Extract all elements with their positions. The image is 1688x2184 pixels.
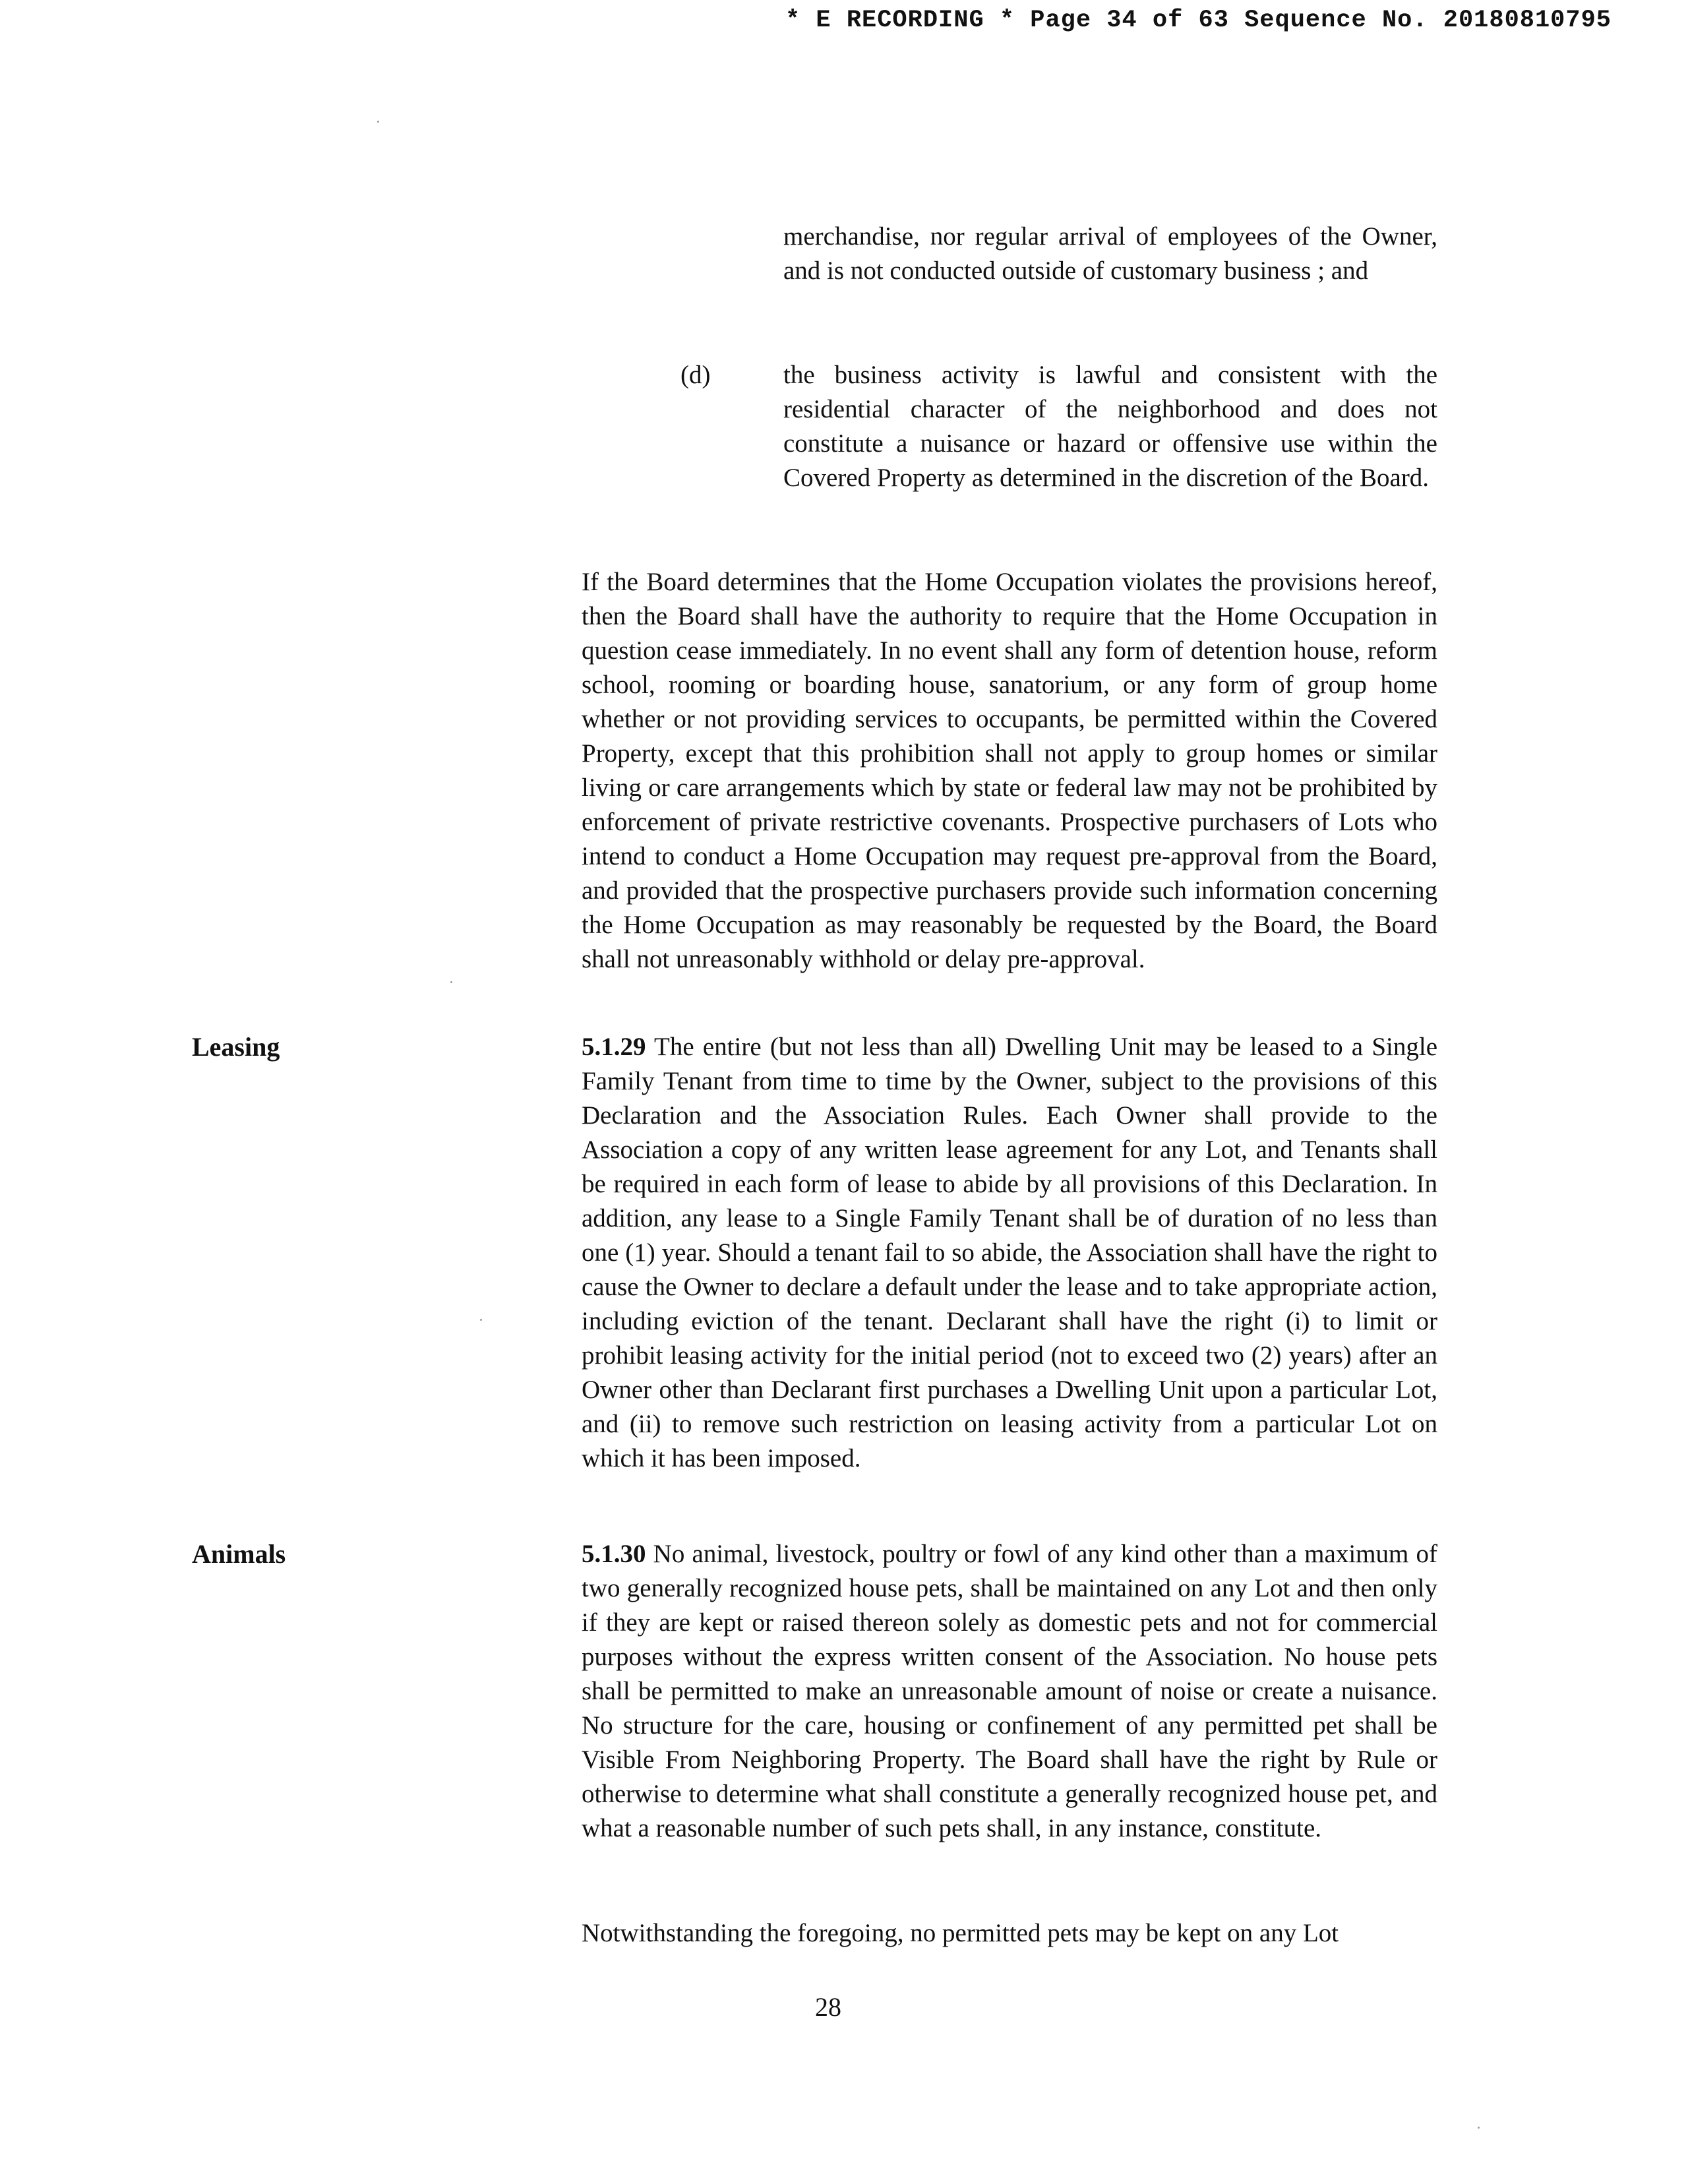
animals-section <box>582 1537 1437 1846</box>
animals-heading: Animals <box>192 1539 286 1569</box>
scan-speck <box>1478 2127 1480 2129</box>
scan-speck <box>450 981 452 983</box>
leasing-section-number: 5.1.29 <box>582 1033 646 1061</box>
recording-stamp-header: * E RECORDING * Page 34 of 63 Sequence No. 20180810795 <box>785 7 1612 34</box>
leasing-heading: Leasing <box>192 1032 280 1062</box>
animals-section-text: No animal, livestock, poultry or fowl of any kind other than a maximum of two generally recognized house pets, shall be maintained on any Lot and then only if they are kept or raised thereon solely as domestic pets and not for commercial purposes without the express written consent of the Association. No house pets shall be permitted to make an unreasonable amount of noise or create a nuisance. No structure for the care, housing or confinement of any permitted pet shall be Visible From Neighboring Property. The Board shall have the right by Rule or otherwise to determine what shall constitute a generally recognized house pet, and what a reasonable number of such pets shall, in any instance, constitute. <box>582 1540 1437 1842</box>
scan-speck <box>480 1319 482 1321</box>
subitem-d-label: (d) <box>680 361 711 389</box>
home-occupation-paragraph: If the Board determines that the Home Occupation violates the provisions hereof, then the Board shall have the authority to require that the Home Occupation in question cease immediately. In no event shall any form of detention house, reform school, rooming or boarding house, sanatorium, or any form of group home whether or not providing services to occupants, be permitted within the Covered Property, except that this prohibition shall not apply to group homes or similar living or care arrangements which by state or federal law may not be prohibited by enforcement of private restrictive covenants. Prospective purchasers of Lots who intend to conduct a Home Occupation may request pre-approval from the Board, and provided that the prospective purchasers provide such information concerning the Home Occupation as may reasonably be requested by the Board, the Board shall not unreasonably withhold or delay pre-approval. <box>582 568 1437 973</box>
animals-section-number: 5.1.30 <box>582 1540 646 1568</box>
leasing-section-text: The entire (but not less than all) Dwelling Unit may be leased to a Single Family Tenant from time to time by the Owner, subject to the provisions of this Declaration and the Association Rules. Each Owner shall provide to the Association a copy of any written lease agreement for any Lot, and Tenants shall be required in each form of lease to abide by all provisions of this Declaration. In addition, any lease to a Single Family Tenant shall be of duration of no less than one (1) year. Should a tenant fail to so abide, the Association shall have the right to cause the Owner to declare a default under the lease and to take appropriate action, including eviction of the tenant. Declarant shall have the right (i) to limit or prohibit leasing activity for the initial period (not to exceed two (2) years) after an Owner other than Declarant first purchases a Dwelling Unit upon a particular Lot, and (ii) to remove such restriction on leasing activity from a particular Lot on which it has been imposed. <box>582 1033 1438 1472</box>
page-number: 28 <box>815 1992 841 2022</box>
leasing-section <box>582 1030 1437 1476</box>
subitem-d-text: the business activity is lawful and consistent with the residential character of the neighborhood and does not constitute a nuisance or hazard or offensive use within the Covered Property as determined in the discretion of the Board. <box>783 361 1437 492</box>
subitem-c-continuation: merchandise, nor regular arrival of employees of the Owner, and is not conducted outside of customary business ; and <box>783 222 1437 285</box>
notwithstanding-paragraph: Notwithstanding the foregoing, no permitted pets may be kept on any Lot <box>582 1919 1339 1947</box>
scan-speck <box>377 121 379 123</box>
